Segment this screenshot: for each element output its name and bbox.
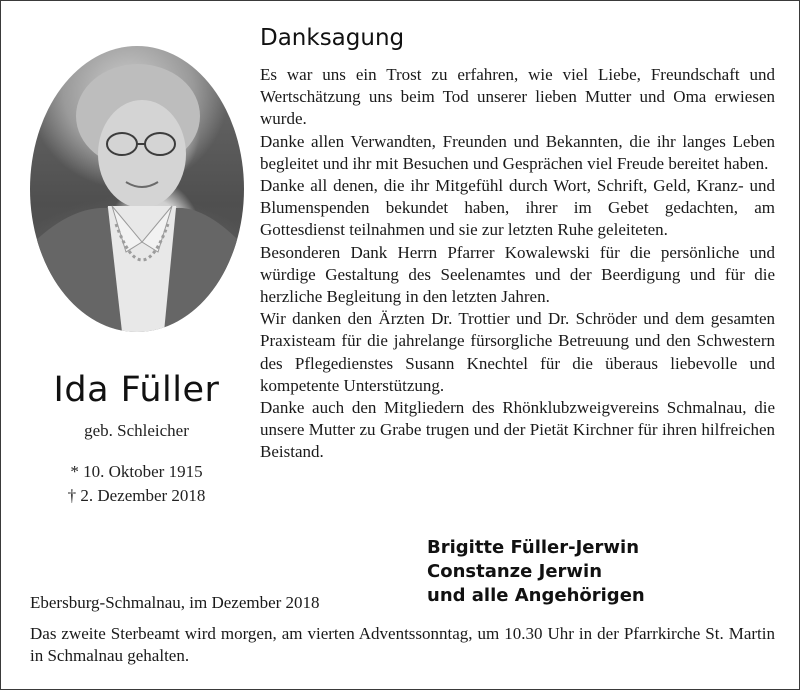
paragraph: Danke auch den Mitgliedern des Rhönklubzweigvereins Schmalnau, die unsere Mutter zu Grabe trugen und der Pietät Kirchner für ihren hilfreichen Beistand. bbox=[260, 398, 775, 462]
paragraph: Danke allen Verwandten, Freunden und Bekannten, die ihr langes Leben begleitet und ihr mit Besuchen und Gesprächen viel Freude bereitet haben. bbox=[260, 131, 775, 173]
signer: Constanze Jerwin bbox=[427, 561, 603, 582]
notice-title: Danksagung bbox=[260, 25, 405, 51]
paragraph: Es war uns ein Trost zu erfahren, wie viel Liebe, Freundschaft und Wertschätzung uns beim Tod unserer lieben Mutter und Oma erwiesen wurde. bbox=[260, 65, 775, 129]
signer: und alle Angehörigen bbox=[427, 585, 645, 606]
thanks-body bbox=[260, 64, 775, 464]
paragraph: Danke all denen, die ihr Mitgefühl durch Wort, Schrift, Geld, Kranz- und Blumenspenden bekundet haben, ihrer im Gebet gedachten, am Gottesdienst teilnahmen und sie zur letzten Ruhe geleiteten. bbox=[260, 176, 775, 240]
birth-date: * 10. Oktober 1915 bbox=[70, 462, 203, 481]
signer: Brigitte Füller-Jerwin bbox=[427, 537, 640, 558]
place-date: Ebersburg-Schmalnau, im Dezember 2018 bbox=[30, 593, 320, 612]
paragraph: Wir danken den Ärzten Dr. Trottier und Dr. Schröder und dem gesamten Praxisteam für die jahrelange fürsorgliche Betreuung und den Schwestern des Pflegedienstes Susann Knechtel für die überaus liebevolle und kompetente Unterstützung. bbox=[260, 309, 775, 395]
deceased-name: Ida Füller bbox=[53, 370, 220, 410]
footer-note: Das zweite Sterbeamt wird morgen, am vierten Adventssonntag, um 10.30 Uhr in der Pfarrkirche St. Martin in Schmalnau gehalten. bbox=[30, 624, 775, 666]
paragraph: Besonderen Dank Herrn Pfarrer Kowalewski für die persönliche und würdige Gestaltung des Seelenamtes und der Beerdigung und für die herzliche Begleitung in den letzten Jahren. bbox=[260, 242, 775, 307]
signers-block bbox=[427, 536, 645, 608]
maiden-name: geb. Schleicher bbox=[84, 421, 189, 440]
portrait-photo bbox=[30, 46, 244, 332]
death-date: † 2. Dezember 2018 bbox=[67, 486, 206, 505]
